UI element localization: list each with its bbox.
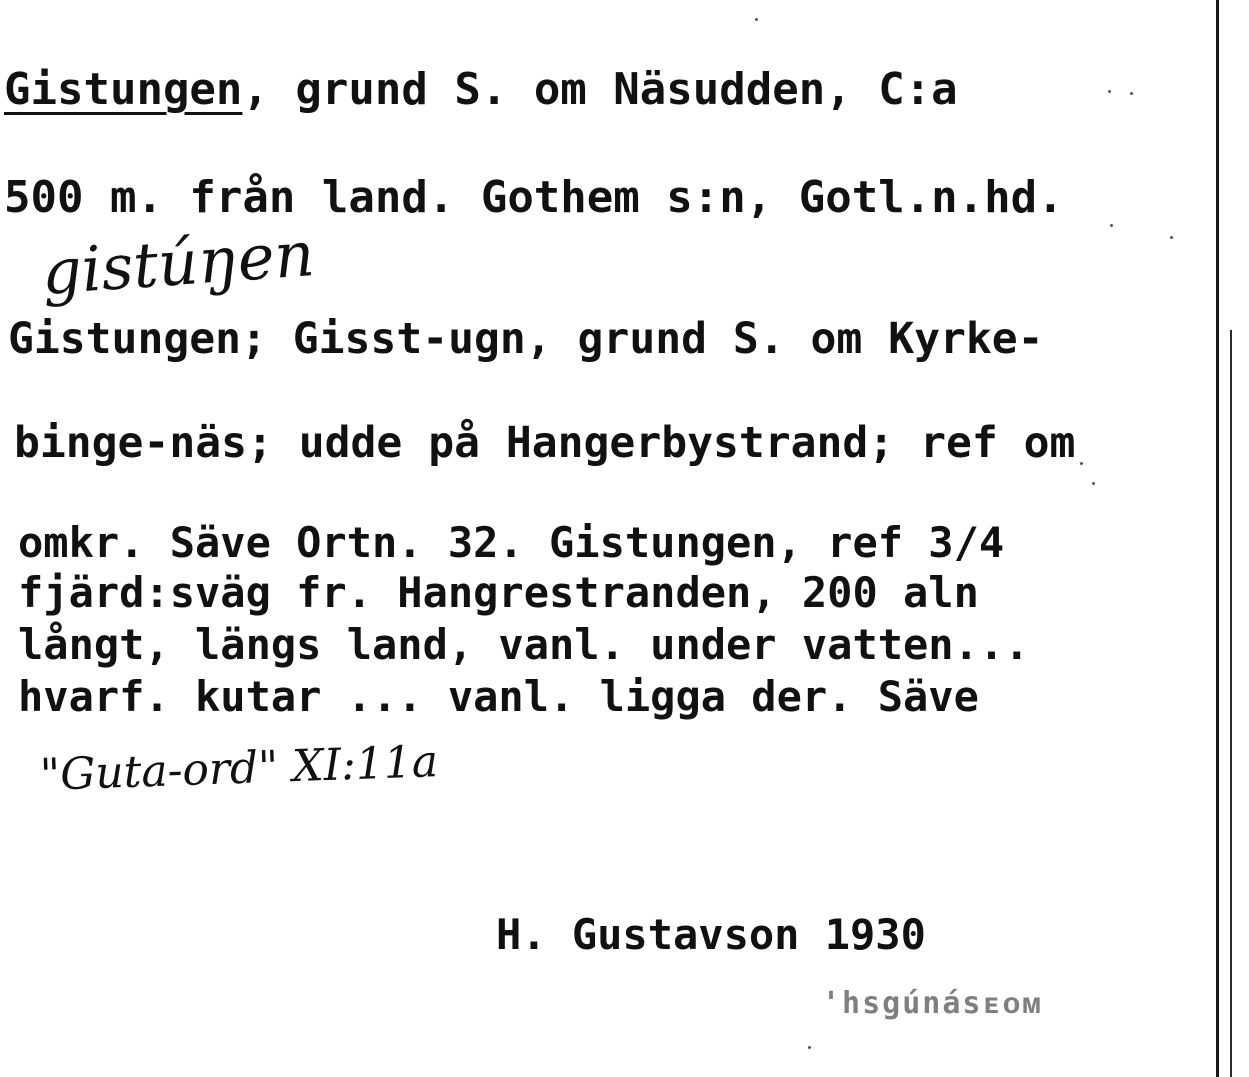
entry-two-line-4: fjärd:sväg fr. Hangrestranden, 200 aln [18, 568, 979, 617]
paper-speck [1108, 90, 1111, 93]
paper-speck [1130, 92, 1133, 95]
entry-headword: Gistungen [4, 64, 243, 115]
card-edge-line-inner [1230, 330, 1232, 1077]
paper-speck [1110, 224, 1113, 227]
handwritten-pronunciation: gistúŋen [39, 217, 317, 309]
handwritten-source-reference: "Guta-ord" XI:11a [39, 736, 439, 801]
paper-speck [1170, 236, 1173, 239]
entry-one-line-1 [4, 64, 958, 115]
entry-two-line-6: hvarf. kutar ... vanl. ligga der. Säve [18, 672, 979, 721]
entry-two-line-1: Gistungen; Gisst-ugn, grund S. om Kyrke- [8, 314, 1044, 364]
entry-two-line-5: långt, längs land, vanl. under vatten... [18, 620, 1030, 669]
paper-speck [808, 1046, 811, 1049]
entry-one-line-2: 500 m. från land. Gothem s:n, Gotl.n.hd. [4, 172, 1064, 223]
entry-two-line-2: binge-näs; udde på Hangerbystrand; ref om [14, 418, 1076, 468]
faint-stamp-text: 'hsgúnásᴇᴏᴍ [822, 986, 1043, 1021]
entry-one-line-1-rest: , grund S. om Näsudden, C:a [242, 64, 958, 115]
entry-two-line-3: omkr. Säve Ortn. 32. Gistungen, ref 3/4 [18, 518, 1005, 567]
paper-speck [1092, 482, 1095, 485]
card-edge-line [1216, 0, 1219, 1077]
paper-speck [755, 18, 758, 21]
signature-line: H. Gustavson 1930 [496, 910, 926, 959]
paper-speck [1080, 462, 1083, 465]
